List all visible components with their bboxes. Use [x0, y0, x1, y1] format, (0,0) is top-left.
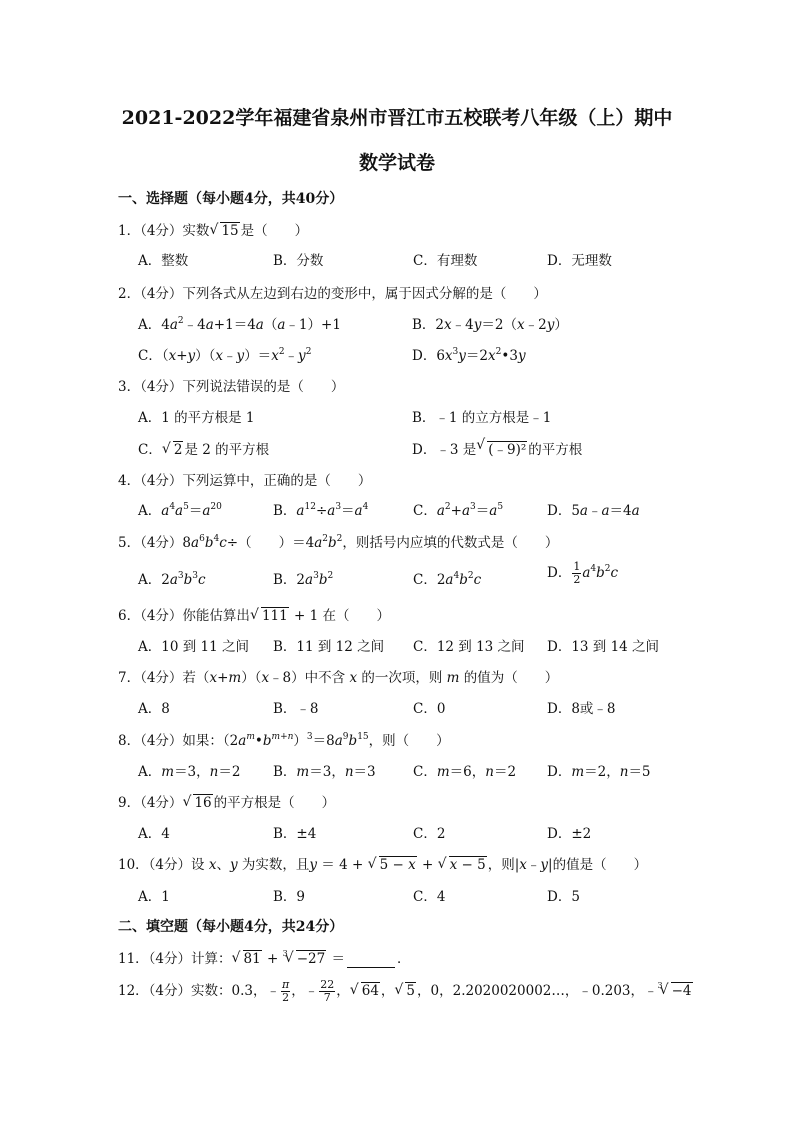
question-4: 4．（4分）下列运算中，正确的是（ ）	[118, 473, 372, 489]
answer-blank	[347, 951, 395, 968]
q3-option-b: B．﹣1 的立方根是﹣1	[412, 410, 552, 426]
q1-option-c: C．有理数	[413, 253, 478, 269]
q8-option-b: B．m＝3，n＝3	[273, 764, 376, 780]
q10-option-c: C．4	[413, 889, 446, 905]
q6-option-a: A．10 到 11 之间	[138, 639, 249, 655]
q1-option-a: A．整数	[138, 253, 189, 269]
q6-option-b: B．11 到 12 之间	[273, 639, 385, 655]
q4-option-c: C．$a^2+a^3=a^5$	[413, 502, 504, 519]
q2-option-a: A．$4a^2﹣4a+1=4a(a﹣1)+1$	[138, 316, 341, 333]
q5-option-d: D． $\frac{1}{2}$ $a^4b^2c$	[547, 560, 619, 586]
section-choice-heading: 一、选择题（每小题4分，共40分）	[118, 191, 344, 207]
question-12: 12．（4分）实数：0.3，﹣ $\frac{\pi}{2}$ ，﹣ $\frac{22}{7}$ ，√ 64 ，√ 5 ，0，2.2020020002…，﹣0.203，﹣$^3$√ −4	[118, 979, 694, 1004]
q9-option-a: A．4	[138, 826, 170, 842]
q2-option-c: C．$(x+y)(x﹣y)=x^2﹣y^2$	[138, 347, 312, 364]
question-6: 6．（4分）你能估算出√ 111 + 1 在（ ）	[118, 604, 390, 624]
q5-option-c: C．$2a^4b^2c$	[413, 571, 482, 588]
question-10: 10．（4分）设 x、y 为实数，且y ＝ 4 + √ 5 − x + √ x − 5 ，则|x﹣y|的值是（ ）	[118, 853, 647, 873]
q7-option-b: B．﹣8	[273, 701, 319, 717]
q2-option-b: B．2x﹣4y＝2（x﹣2y）	[412, 317, 568, 333]
q1-option-d: D．无理数	[547, 253, 612, 269]
question-3: 3．（4分）下列说法错误的是（ ）	[118, 379, 345, 395]
exam-title: 2021-2022学年福建省泉州市晋江市五校联考八年级（上）期中	[121, 107, 673, 129]
q9-option-d: D．±2	[547, 826, 592, 842]
q9-option-b: B．±4	[273, 826, 317, 842]
q7-option-c: C．0	[413, 701, 446, 717]
q8-option-a: A．m＝3，n＝2	[138, 764, 241, 780]
q1-option-b: B．分数	[273, 253, 324, 269]
q10-option-a: A．1	[138, 889, 170, 905]
question-5: 5．（4分）$8a^6b^4c\div$（ ）$=4a^2b^2$，则括号内应填的代数式是（ ）	[118, 534, 559, 551]
q4-option-d: D．5a﹣a＝4a	[547, 503, 640, 519]
q8-option-d: D．m＝2，n＝5	[547, 764, 651, 780]
q4-option-b: B．$a^{12}\div a^3=a^4$	[273, 502, 369, 519]
q2-option-d: D．$6x^3y=2x^2•3y$	[412, 347, 526, 364]
q5-option-b: B．$2a^3b^2$	[273, 571, 334, 588]
question-9: 9．（4分）√ 16 的平方根是（ ）	[118, 791, 335, 811]
question-8: 8．（4分）如果：$(2a^m•b^{m+n})^3=8a^9b^{15}$，则（ ）	[118, 732, 450, 749]
section-fill-heading: 二、填空题（每小题4分，共24分）	[118, 919, 344, 935]
q3-option-c: C．√ 2 是 2 的平方根	[138, 438, 269, 458]
q8-option-c: C．m＝6，n＝2	[413, 764, 517, 780]
q6-option-d: D．13 到 14 之间	[547, 639, 660, 655]
exam-subtitle: 数学试卷	[358, 152, 435, 174]
question-1: 1．（4分）实数√ 15 是（ ）	[118, 219, 308, 239]
question-7: 7．（4分）若（x+m）（x﹣8）中不含 x 的一次项，则 m 的值为（ ）	[118, 670, 559, 686]
q6-option-c: C．12 到 13 之间	[413, 639, 525, 655]
q10-option-d: D．5	[547, 889, 580, 905]
q3-option-a: A．1 的平方根是 1	[138, 410, 255, 426]
q5-option-a: A．$2a^3b^3c$	[138, 571, 206, 588]
q7-option-a: A．8	[138, 701, 170, 717]
question-11: 11．（4分）计算：√ 81 + $^3$√ −27 ＝ ．	[118, 947, 411, 968]
q7-option-d: D．8或﹣8	[547, 701, 616, 717]
question-2: 2．（4分）下列各式从左边到右边的变形中，属于因式分解的是（ ）	[118, 286, 547, 302]
q4-option-a: A．$a^4a^5=a^{20}$	[138, 502, 222, 519]
q3-option-d: D．﹣3 是√ (﹣9)² 的平方根	[412, 438, 582, 458]
q9-option-c: C．2	[413, 826, 446, 842]
q10-option-b: B．9	[273, 889, 306, 905]
